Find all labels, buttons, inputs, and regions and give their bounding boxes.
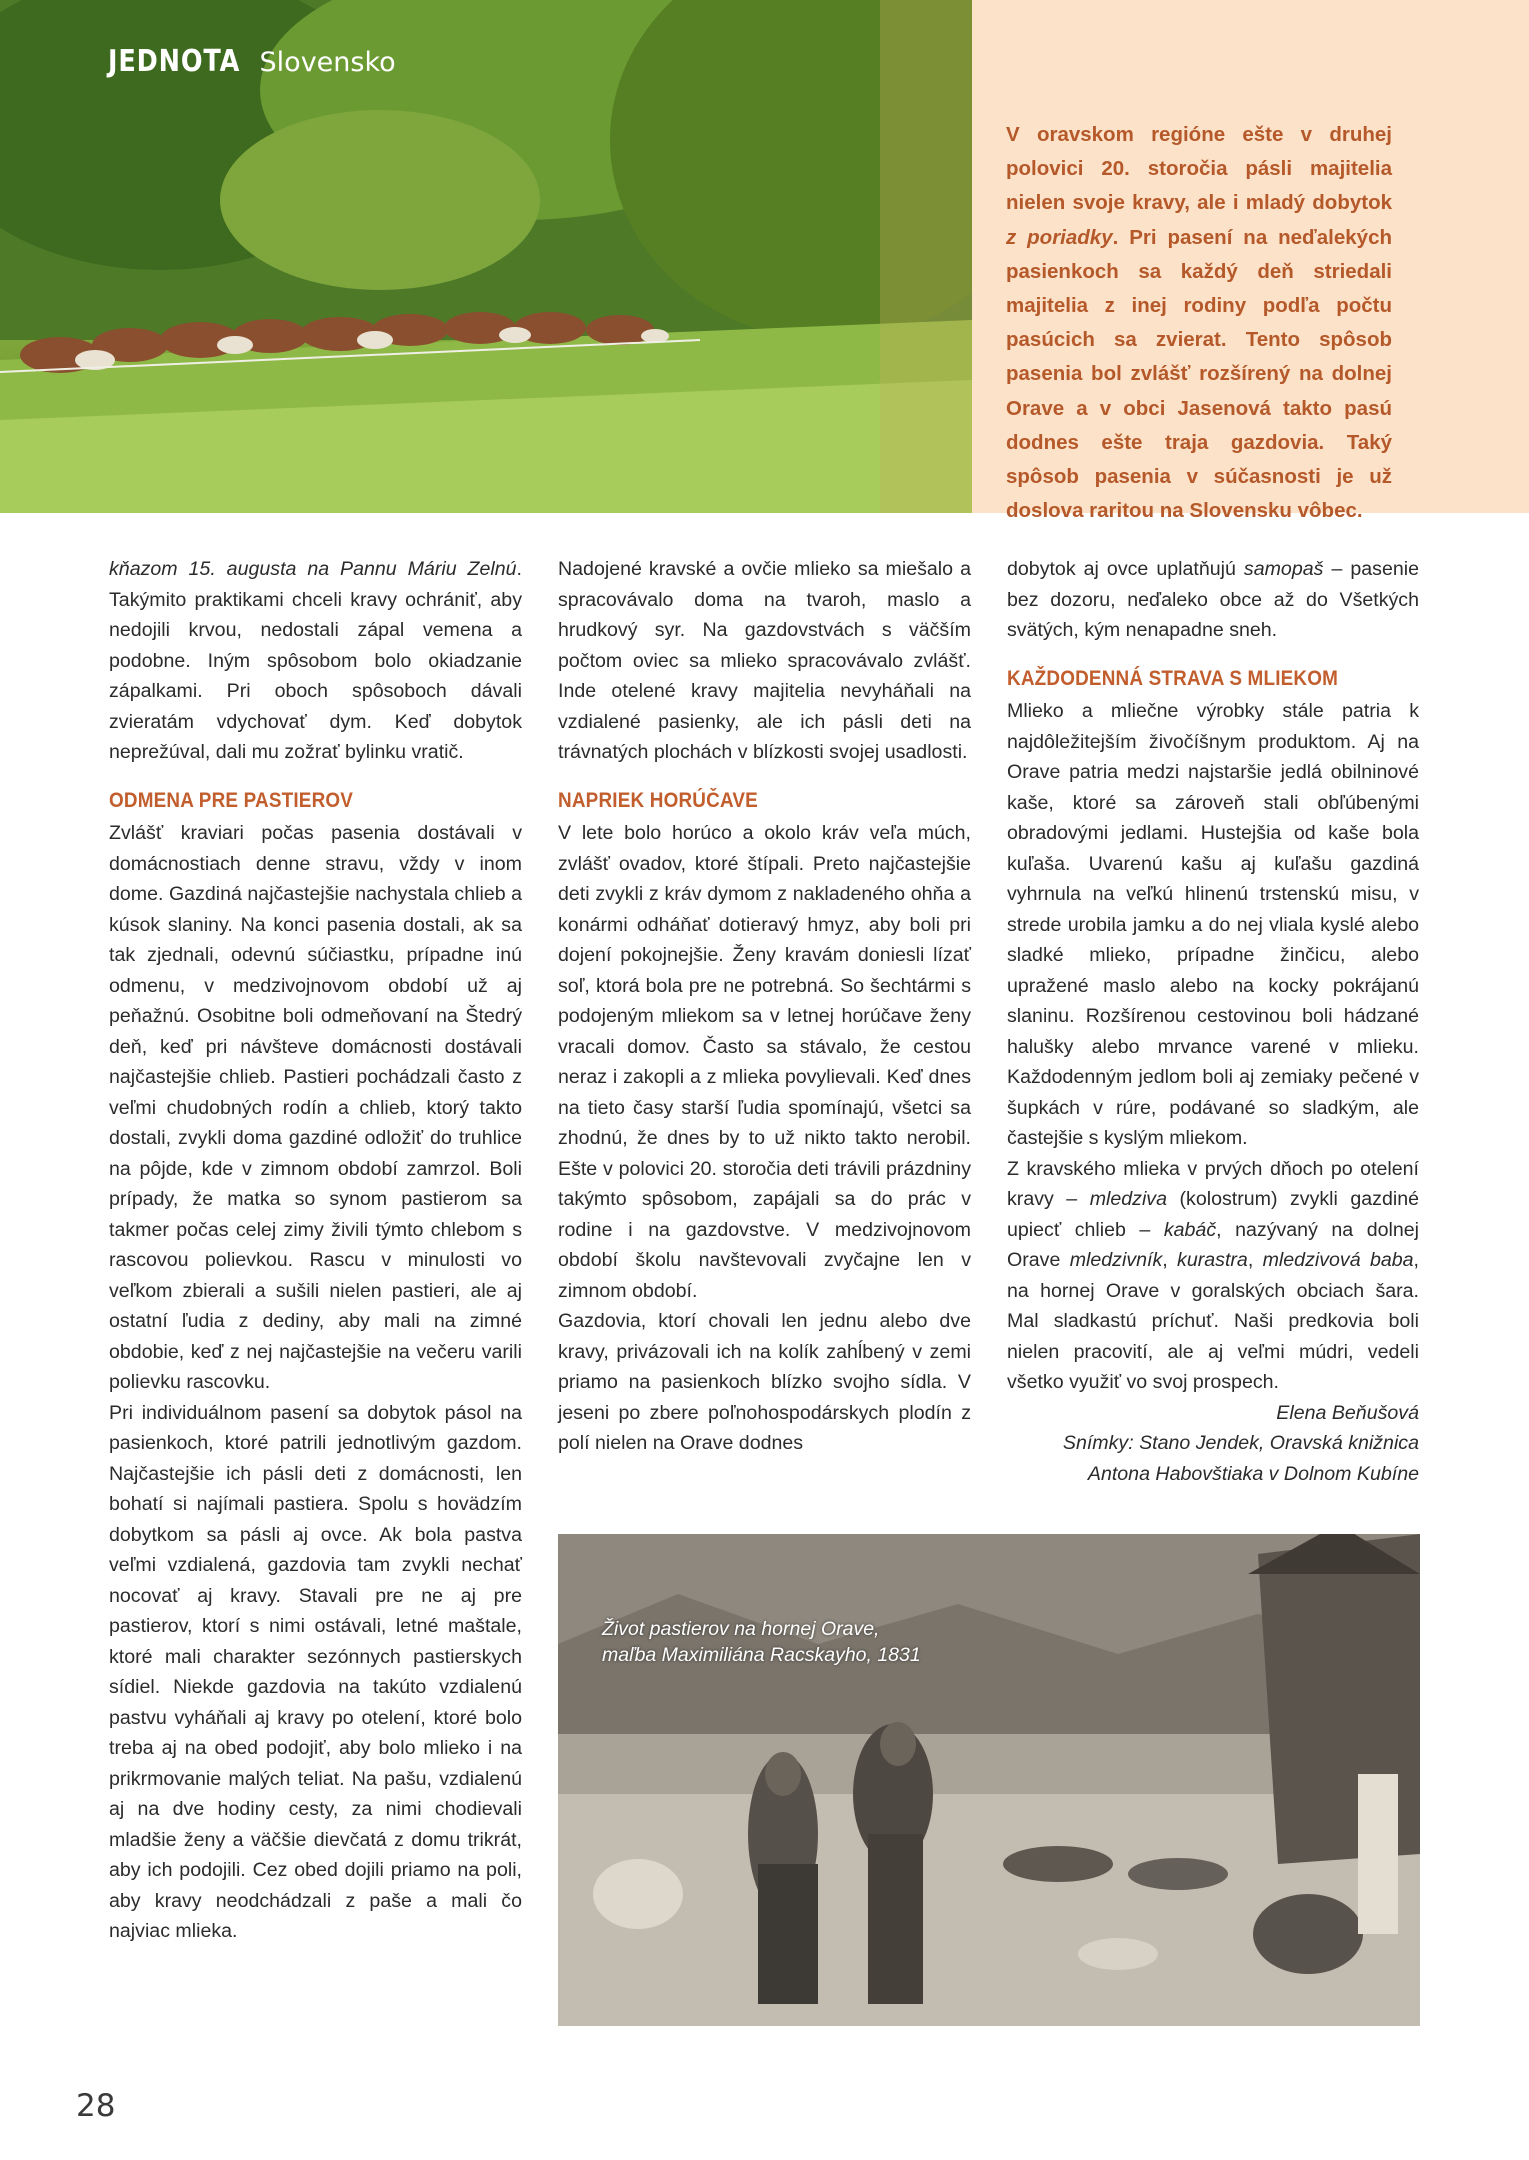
paragraph-text: , nazývaný na dolnej Orave [1007,1218,1419,1271]
section-heading: NAPRIEK HORÚČAVE [558,788,758,812]
paragraph-text: . Takýmito praktikami chceli kravy ochrániť, aby nedojili krvou, nedostali zápal vemena a podobne. Iným spôsobom bolo okiadzanie zápalkami. Pri oboch spôsoboch dávali zvieratám vdychovať dym. Keď dobytok neprežúval, dali mu zožrať bylinku vratič. [109,558,522,763]
photo-credit: Snímky: Stano Jendek, Oravská knižnica [1062,1432,1419,1454]
caption-line: Život pastierov na hornej Orave, [602,1618,880,1640]
paragraph: Mlieko a mliečne výrobky stále patria k najdôležitejším živočíšnym produktom. Aj na Orave patria medzi najstaršie jedlá obilninové kaše, ktoré sa zároveň stali obľúbenými obradovými jedlami. Hustejšia od kaše bola kuľaša. Uvarenú kašu aj kuľašu gazdiná vyhrnula na veľkú hlinenú trstenskú misu, v strede urobila jamku a do nej vliala kyslé alebo sladké mlieko, prípadne žinčicu, alebo upražené maslo alebo na kocky pokrájanú slaninu. Rozšírenou cestovinou boli hádzané halušky alebo mrvance varené v mlieku. Každodenným jedlom boli aj zemiaky pečené v šupkách v rúre, podávané so sladkým, ale častejšie s kyslým mliekom. [1007,700,1419,1149]
intro-text-italic: z poriadky [1006,225,1113,249]
italic-phrase: mledzivník [1069,1249,1163,1271]
paragraph-text: (kolostrum) zvykli gazdiné upiecť chlieb – [1007,1188,1419,1241]
paragraph: Nadojené kravské a ovčie mlieko sa miešalo a spracovávalo doma na tvaroh, maslo a hrudkový syr. Na gazdovstvách s väčším počtom oviec sa mlieko spracovávalo zvlášť. Inde otelené kravy majitelia nevyháňali na vzdialené pasienky, ale ich pásli deti na trávnatých plochách v blízkosti svojej usadlosti. [558,558,971,763]
article-column-2 [558,554,971,1459]
intro-text [1006,118,1392,528]
author-signature: Elena Beňušová [1276,1401,1419,1424]
italic-phrase: kurastra [1177,1249,1248,1271]
italic-phrase: mledziva [1089,1188,1168,1210]
cattle-pasture-photo [0,0,972,513]
italic-phrase: samopaš [1243,558,1324,580]
paragraph-text: , na hornej Orave v goralských obciach šara. Mal sladkastú príchuť. Naši predkovia boli nielen pracovití, ale aj veľmi múdri, vedeli všetko využiť vo svoj prospech. [1007,1249,1419,1393]
painting-scene [558,1534,1420,2026]
masthead-region: Slovensko [259,47,396,78]
masthead [108,44,396,79]
paragraph [1007,554,1419,646]
section-heading: ODMENA PRE PASTIEROV [109,788,354,812]
section-heading: KAŽDODENNÁ STRAVA S MLIEKOM [1007,666,1339,690]
paragraph-text: – pasenie bez dozoru, neďaleko obce až do Všetkých svätých, kým nenapadne sneh. [1007,558,1420,641]
paragraph-text: , [1162,1249,1178,1271]
photo-credit: Antona Habovštiaka v Dolnom Kubíne [1087,1462,1419,1485]
historical-painting [558,1534,1420,2026]
paragraph: Gazdovia, ktorí chovali len jednu alebo dve kravy, privázovali ich na kolík zahĺbený v zemi priamo na pasienkoch blízko svojho sídla. V jeseni po zbere poľnohospodárskych plodín z polí nielen na Orave dodnes [558,1310,971,1454]
painting-caption [602,1616,921,1668]
paragraph: Zvlášť kraviari počas pasenia dostávali v domácnostiach denne stravu, vždy v inom dome. Gazdiná najčastejšie nachystala chlieb a kúsok slaniny. Na konci pasenia dostali, ak sa tak zjednali, odevnú súčiastku, prípadne inú odmenu, v medzivojnovom období už aj peňažnú. Osobitne boli odmeňovaní na Štedrý deň, keď pri návšteve domácnosti dostávali najčastejšie chlieb. Pastieri pochádzali často z veľmi chudobných rodín a chlieb, ktorý takto dostali, zvykli doma gazdiné odložiť do truhlice na pôjde, kde v zimnom období zamrzol. Boli prípady, že matka so synom pastierom sa takmer počas celej zimy živili týmto chlebom s rascovou polievkou. Rascu v minulosti vo veľkom zbierali a sušili nielen pastieri, ale aj ostatní ľudia z dediny, aby mali na zimné obdobie, keď z nej najčastejšie na večeru varili polievku rascovku. [109,822,522,1393]
intro-sidebar [972,0,1529,523]
intro-text-part: V oravskom regióne ešte v druhej polovici 20. storočia pásli majitelia nielen svoje kravy, ale i mladý dobytok [1006,123,1392,215]
paragraph: Pri individuálnom pasení sa dobytok pásol na pasienkoch, ktoré patrili jednotlivým gazdom. Najčastejšie ich pásli deti z domácnosti, len bohatí si najímali pastiera. Spolu s hovädzím dobytkom sa pásli aj ovce. Ak bola pastva veľmi vzdialená, gazdovia tam zvykli nechať nocovať aj kravy. Stavali pre ne aj pre pastierov, ktorí s nimi ostávali, letné maštale, ktoré mali charakter sezónnych pastierskych sídiel. Niekde gazdovia na takúto vzdialenú pastvu vyháňali aj kravy po otelení, ktoré bolo treba aj na obed podojiť, aby bolo mlieko i na prikrmovanie malých teliat. Na pašu, vzdialenú aj na dve hodiny cesty, za nimi chodievali mladšie ženy a väčšie dievčatá z domu trikrát, aby ich podojili. Cez obed dojili priamo na poli, aby kravy neodchádzali z paše a mali čo najviac mlieka. [109,1401,522,1942]
paragraph [109,554,522,768]
page-number: 28 [76,2088,116,2124]
intro-text-part: . Pri pasení na neďalekých pasienkoch sa každý deň striedali majitelia z inej rodiny podľa počtu pasúcich sa zvierat. Tento spôsob pasenia bol zvlášť rozšírený na dolnej Orave a v obci Jasenová takto pasú dodnes ešte traja gazdovia. Taký spôsob pasenia v súčasnosti je už doslova raritou na Slovensku vôbec. [1006,225,1393,523]
italic-phrase: mledzivová baba [1262,1249,1414,1271]
paragraph-text: dobytok aj ovce uplatňujú [1007,558,1244,580]
italic-phrase: kňazom 15. augusta na Pannu Máriu Zelnú [109,558,517,580]
caption-line: maľba Maximiliána Racskayho, 1831 [602,1644,921,1666]
paragraph [1007,1154,1419,1398]
italic-phrase: kabáč [1163,1218,1217,1241]
paragraph-text: Z kravského mlieka v prvých dňoch po otelení kravy – [1007,1157,1419,1210]
masthead-brand: JEDNOTA [108,44,241,79]
article-column-1 [109,554,522,1947]
paragraph: V lete bolo horúco a okolo kráv veľa múch, zvlášť ovadov, ktoré štípali. Preto najčastejšie deti zvykli z kráv dymom z nakladeného ohňa a konármi odháňať dotieravý hmyz, aby boli pri dojení pokojnejšie. Ženy kravám doniesli lízať soľ, ktorá bola pre ne potrebná. So šechtármi s podojeným mliekom sa v letnej horúčave ženy vracali domov. Často sa stávalo, že cestou neraz i zakopli a z mlieka povylievali. Keď dnes na tieto časy starší ľudia spomínajú, všetci sa zhodnú, že dnes by to už nikto takto nerobil. Ešte v polovici 20. storočia deti trávili prázdniny takýmto spôsobom, zapájali sa do prác v rodine i na gazdovstve. V medzivojnovom období školu navštevovali zvyčajne len v zimnom období. [558,822,971,1302]
paragraph-text: , [1247,1249,1263,1271]
article-column-3 [1007,554,1419,1489]
